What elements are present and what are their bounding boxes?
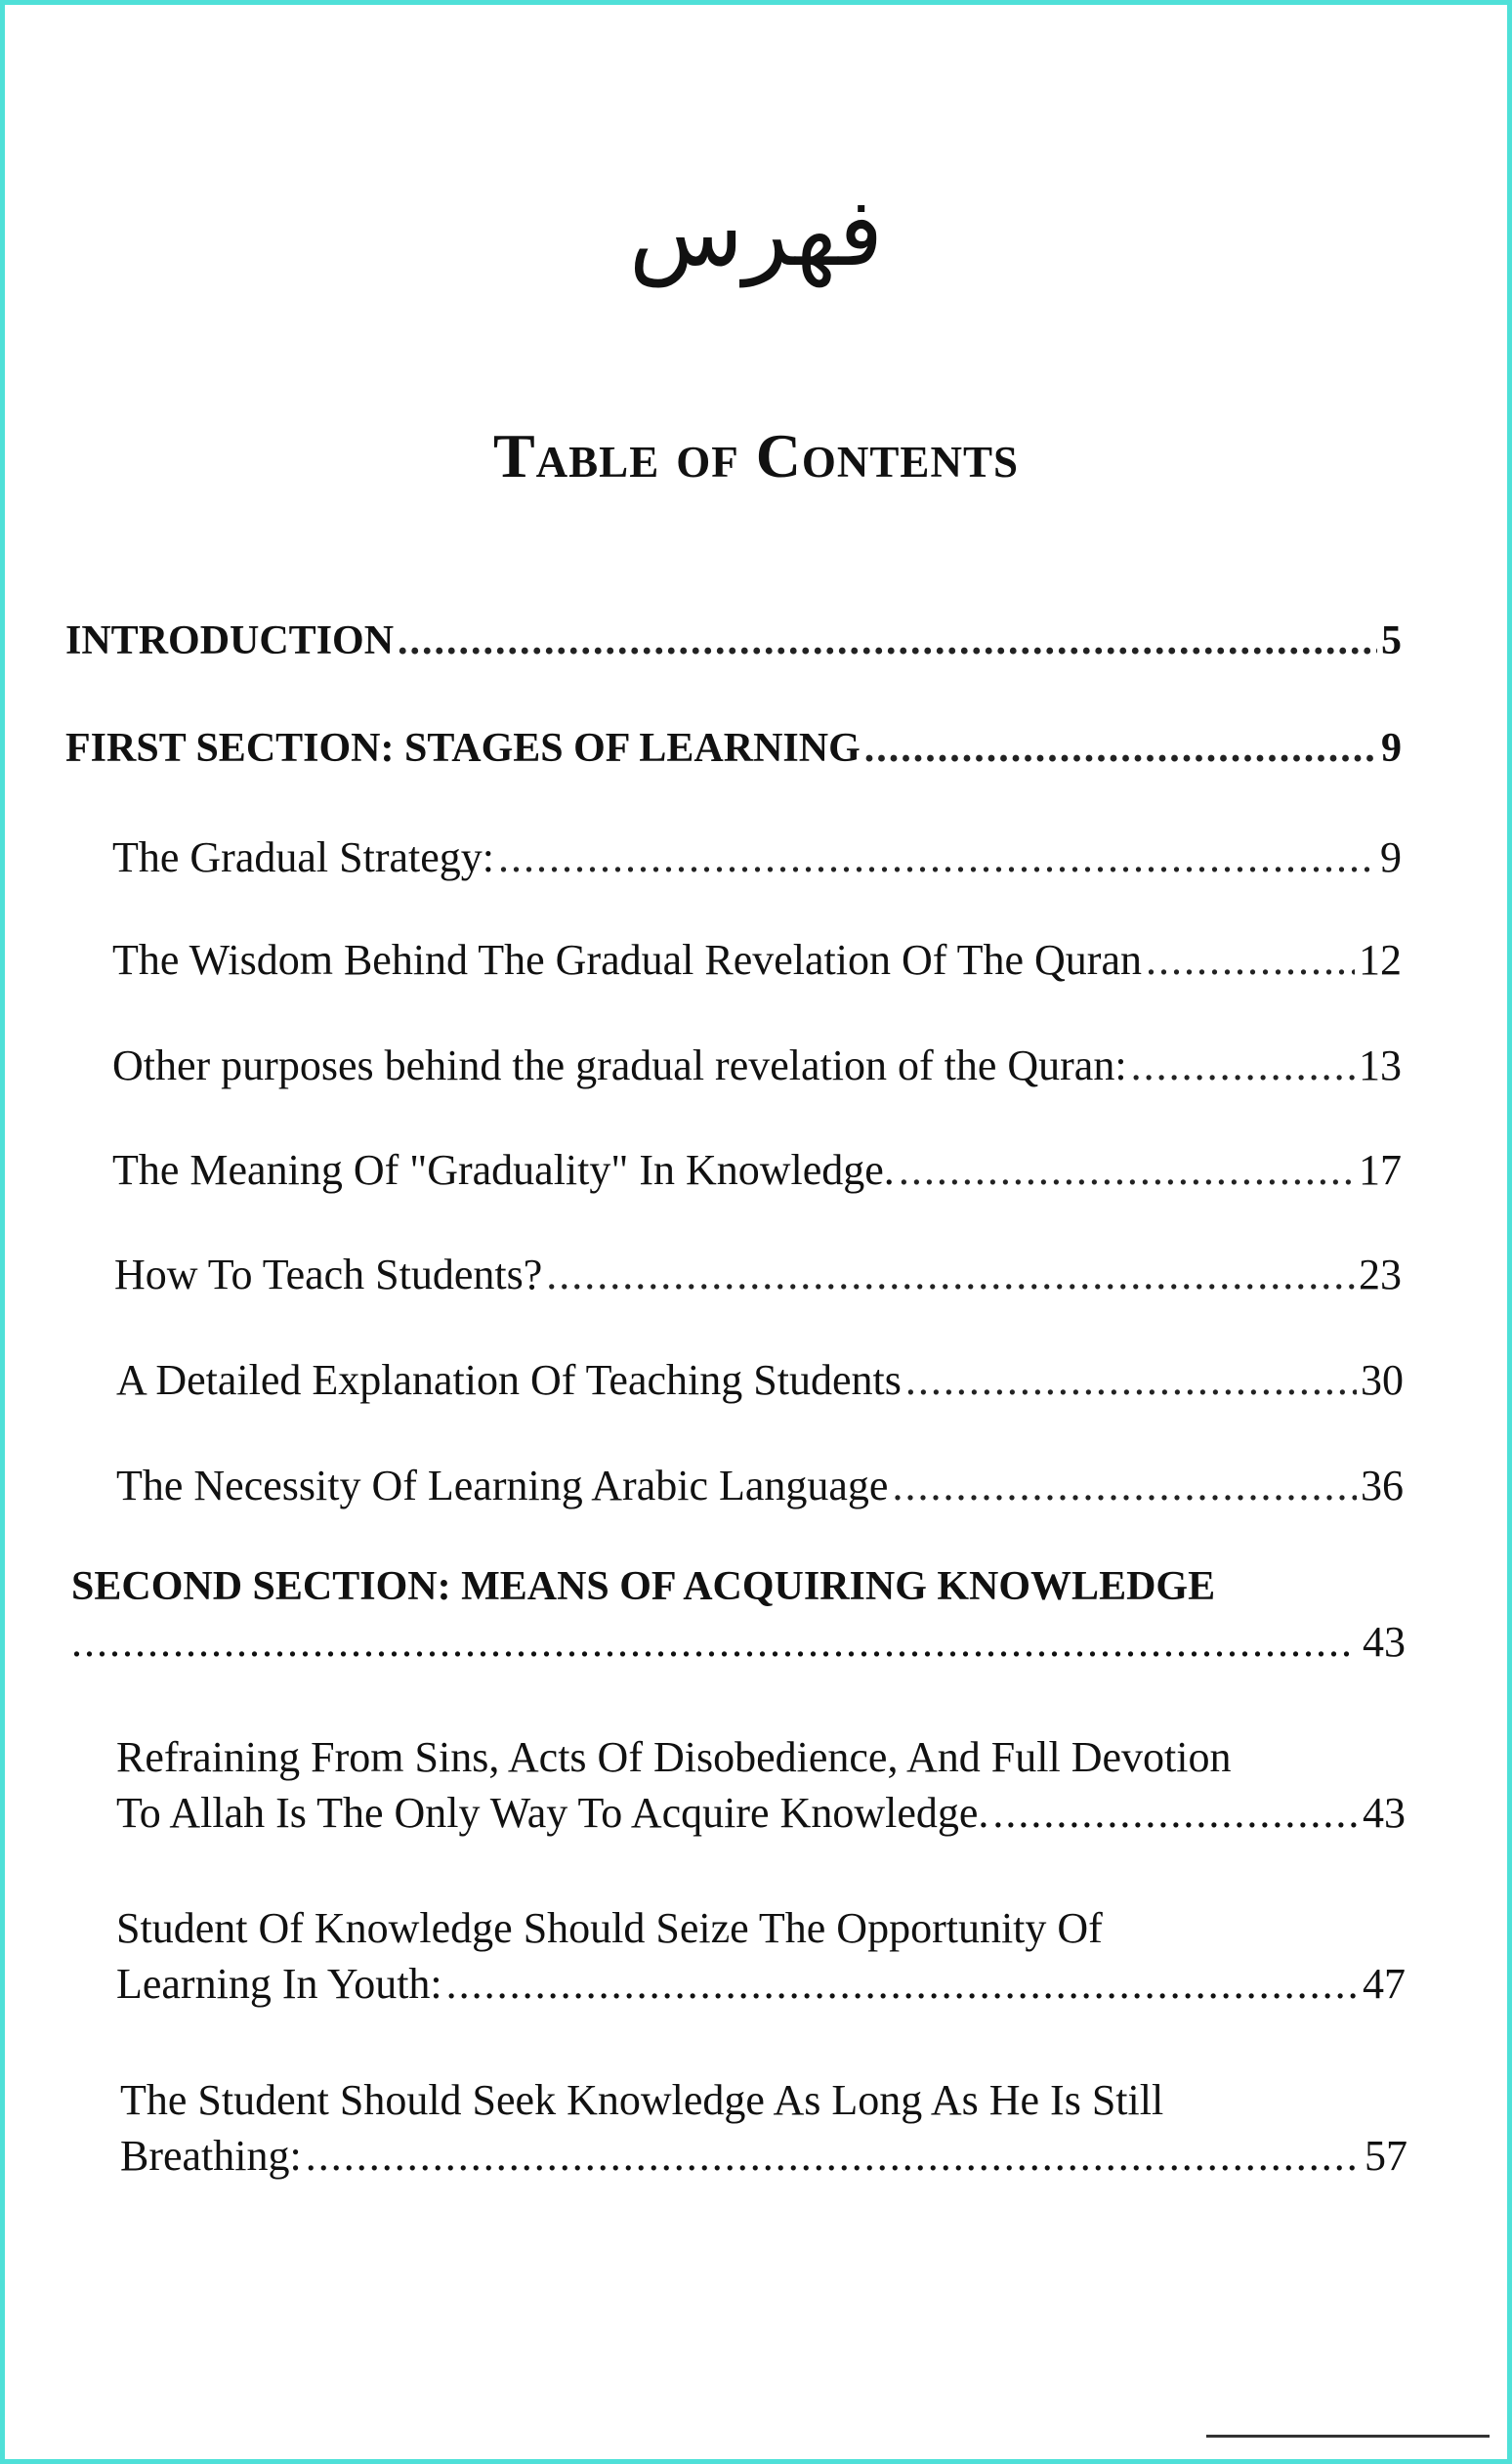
entry-title: The Wisdom Behind The Gradual Revelation Of The Quran <box>112 936 1142 984</box>
entry-page: 9 <box>1381 726 1402 771</box>
leader-dots <box>1146 933 1355 987</box>
entry-page: 5 <box>1381 618 1402 663</box>
leader-dots <box>1131 1039 1355 1092</box>
toc-entry-gradual-strategy[interactable] <box>112 830 1402 884</box>
leader-dots <box>398 616 1377 667</box>
leader-dots <box>546 1248 1355 1301</box>
toc-entry-how-to-teach[interactable] <box>114 1248 1402 1301</box>
bottom-rule <box>1206 2435 1490 2438</box>
toc-entry-first-section[interactable] <box>65 723 1402 775</box>
entry-title: A Detailed Explanation Of Teaching Students <box>116 1356 902 1404</box>
entry-title: INTRODUCTION <box>65 618 395 663</box>
entry-title-line2: Learning In Youth: <box>116 1960 442 2009</box>
arabic-title: فهرس <box>628 178 884 287</box>
entry-page: 13 <box>1359 1041 1402 1089</box>
entry-page: 23 <box>1359 1251 1402 1298</box>
leader-dots <box>892 1459 1357 1512</box>
entry-title-line1: Refraining From Sins, Acts Of Disobedience, And Full Devotion <box>116 1733 1232 1781</box>
entry-title: How To Teach Students? <box>114 1251 543 1298</box>
toc-entry-second-section[interactable] <box>71 1560 1406 1670</box>
toc-entry-introduction[interactable] <box>65 616 1402 667</box>
entry-title-line2: Breathing: <box>120 2132 302 2181</box>
toc-heading: Table of Contents <box>492 421 1019 490</box>
toc-entry-seek-knowledge[interactable] <box>120 2072 1407 2184</box>
entry-title: The Gradual Strategy: <box>112 833 494 881</box>
toc-entry-refraining-from-sins[interactable] <box>116 1729 1406 1841</box>
toc-entry-meaning-graduality[interactable] <box>112 1143 1402 1197</box>
leader-dots <box>864 723 1377 775</box>
entry-title-line2-row <box>116 1956 1406 2012</box>
leader-dots <box>498 830 1376 884</box>
entry-page: 17 <box>1359 1146 1402 1194</box>
entry-title-line1: The Student Should Seek Knowledge As Long As He Is Still <box>120 2076 1164 2124</box>
entry-page-line <box>71 1614 1406 1670</box>
leader-dots <box>905 1353 1357 1407</box>
entry-page: 43 <box>1363 1617 1406 1666</box>
toc-entry-necessity-arabic[interactable] <box>116 1459 1404 1512</box>
leader-dots <box>899 1143 1355 1197</box>
entry-title: The Necessity Of Learning Arabic Language <box>116 1462 889 1509</box>
entry-title: The Meaning Of "Graduality" In Knowledge. <box>112 1146 895 1194</box>
entry-title-line2-row <box>120 2128 1407 2184</box>
leader-dots <box>71 1614 1355 1670</box>
entry-title: Other purposes behind the gradual revelation of the Quran: <box>112 1041 1127 1089</box>
toc-entry-wisdom-gradual-revelation[interactable] <box>112 933 1402 987</box>
leader-dots <box>306 2128 1361 2184</box>
toc-entry-other-purposes[interactable] <box>112 1039 1402 1092</box>
entry-title-line2-row <box>116 1785 1406 1841</box>
leader-dots <box>992 1785 1359 1841</box>
entry-page: 30 <box>1361 1356 1404 1404</box>
entry-title-line1: Student Of Knowledge Should Seize The Opportunity Of <box>116 1904 1103 1952</box>
entry-title: FIRST SECTION: STAGES OF LEARNING <box>65 726 861 771</box>
entry-page: 43 <box>1363 1789 1406 1838</box>
entry-page: 47 <box>1363 1960 1406 2009</box>
entry-page: 9 <box>1380 833 1402 881</box>
entry-page: 12 <box>1359 936 1402 984</box>
toc-entry-seize-opportunity[interactable] <box>116 1900 1406 2012</box>
entry-page: 57 <box>1365 2132 1407 2181</box>
entry-title: SECOND SECTION: MEANS OF ACQUIRING KNOWLEDGE <box>71 1564 1216 1609</box>
entry-page: 36 <box>1361 1462 1404 1509</box>
toc-entry-detailed-explanation[interactable] <box>116 1353 1404 1407</box>
entry-title-line2: To Allah Is The Only Way To Acquire Knowledge. <box>116 1789 989 1838</box>
leader-dots <box>446 1956 1359 2012</box>
